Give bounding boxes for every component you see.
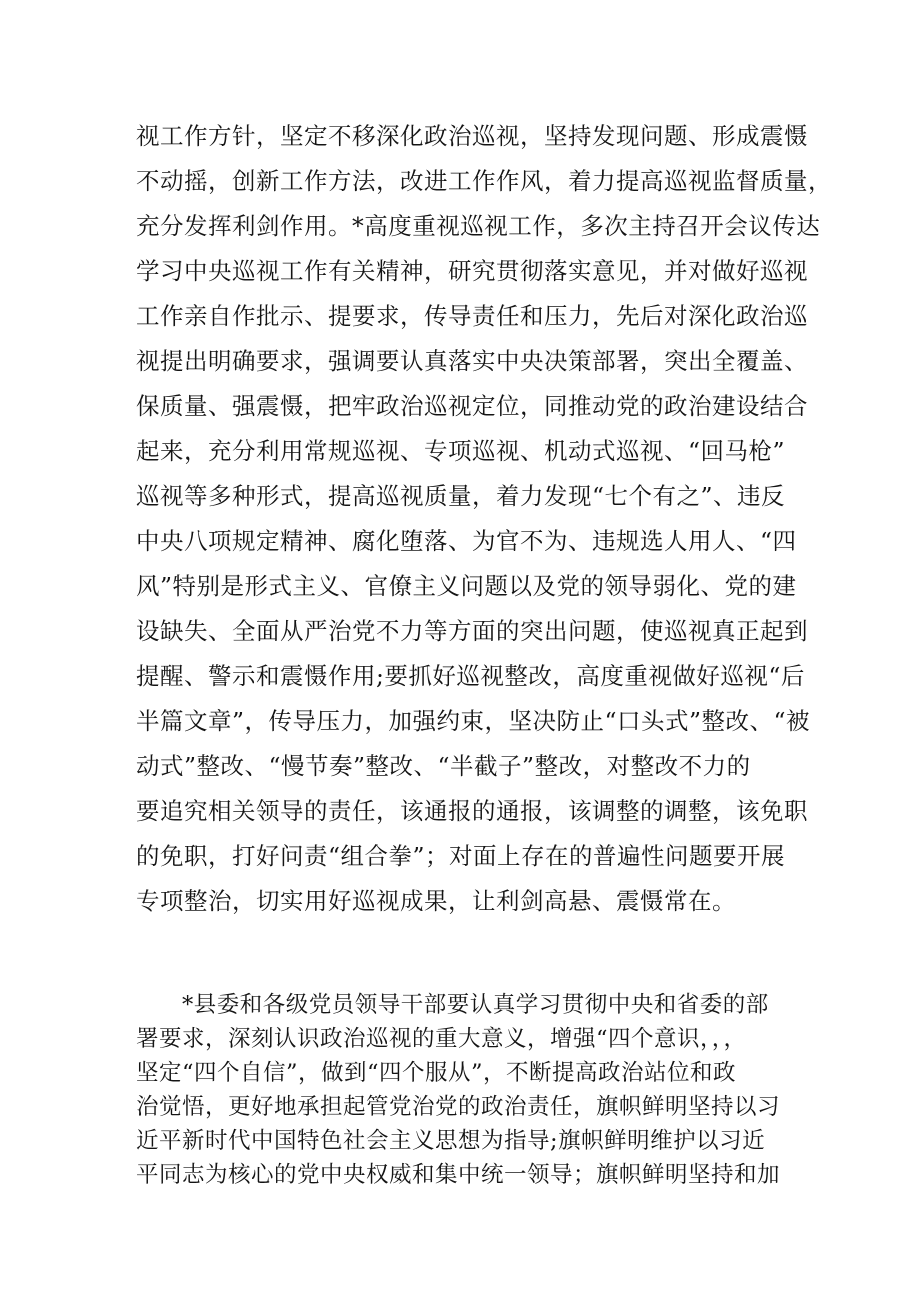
- text-line: 起来，充分利用常规巡视、专项巡视、机动式巡视、“回马枪”: [136, 437, 786, 465]
- text-line: 平同志为核心的党中央权威和集中统一领导；旗帜鲜明坚持和加: [136, 1162, 781, 1188]
- text-line: 充分发挥利剑作用。*高度重视巡视工作，多次主持召开会议传达: [136, 212, 821, 240]
- text-line: 视工作方针，坚定不移深化政治巡视，坚持发现问题、形成震慑: [136, 122, 808, 150]
- text-line: 巡视等多种形式，提高巡视质量，着力发现“七个有之”、违反: [136, 482, 786, 510]
- text-line: 治觉悟，更好地承担起管党治党的政治责任，旗帜鲜明坚持以习: [136, 1094, 781, 1120]
- text-line: 动式”整改、“慢节奏”整改、“半截子”整改，对整改不力的: [136, 752, 751, 780]
- text-line: *县委和各级党员领导干部要认真学习贯彻中央和省委的部: [182, 992, 769, 1018]
- text-line: 近平新时代中国特色社会主义思想为指导;旗帜鲜明维护以习近: [136, 1128, 766, 1154]
- text-line: 提醒、警示和震慑作用;要抓好巡视整改，高度重视做好巡视“后: [136, 662, 805, 690]
- text-line: 中央八项规定精神、腐化堕落、为官不为、违规选人用人、“四: [136, 527, 797, 555]
- text-line: 保质量、强震慑，把牢政治巡视定位，同推动党的政治建设结合: [136, 392, 808, 420]
- text-line: 风”特别是形式主义、官僚主义问题以及党的领导弱化、党的建: [136, 572, 797, 600]
- text-line: 的免职，打好问责“组合拳”；对面上存在的普遍性问题要开展: [136, 842, 786, 870]
- text-line: 要追究相关领导的责任，该通报的通报，该调整的调整，该免职: [136, 797, 808, 825]
- text-line: 视提出明确要求，强调要认真落实中央决策部署，突出全覆盖、: [136, 347, 808, 375]
- text-line: 坚定“四个自信”，做到“四个服从”，不断提高政治站位和政: [136, 1060, 737, 1086]
- text-line: 不动摇，创新工作方法，改进工作作风，着力提高巡视监督质量，: [136, 167, 832, 195]
- text-line: 专项整治，切实用好巡视成果，让利剑高悬、震慑常在。: [136, 887, 736, 915]
- text-line: 设缺失、全面从严治党不力等方面的突出问题，使巡视真正起到: [136, 617, 808, 645]
- text-line: 半篇文章”，传导压力，加强约束，坚决防止“口头式”整改、“被: [136, 707, 811, 735]
- text-line: 工作亲自作批示、提要求，传导责任和压力，先后对深化政治巡: [136, 302, 808, 330]
- text-line: 署要求，深刻认识政治巡视的重大意义，增强“四个意识，，，: [136, 1026, 747, 1052]
- text-line: 学习中央巡视工作有关精神，研究贯彻落实意见，并对做好巡视: [136, 257, 808, 285]
